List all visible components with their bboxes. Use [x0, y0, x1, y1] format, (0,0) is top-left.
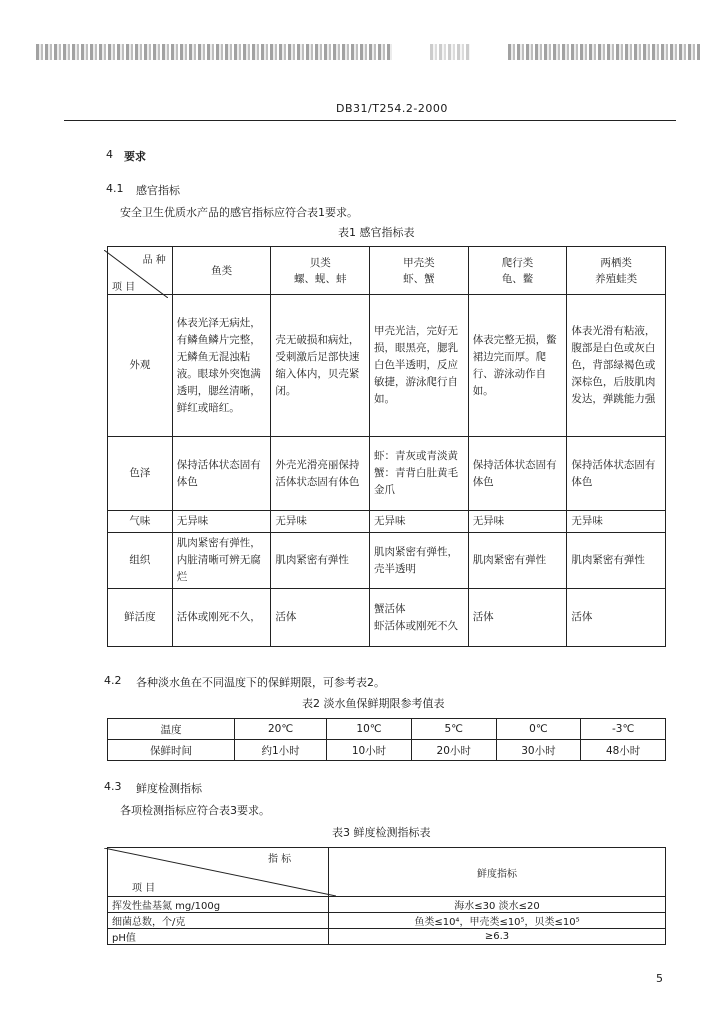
- table-row: [108, 897, 666, 913]
- section-4-number: 4: [106, 148, 113, 161]
- table-cell: 细菌总数，个/克: [108, 913, 329, 929]
- row-label-temperature: 温度: [108, 719, 235, 740]
- table-cell: 48小时: [581, 740, 666, 761]
- section-41-text: 安全卫生优质水产品的感官指标应符合表1要求。: [120, 206, 358, 219]
- table-row: [108, 740, 666, 761]
- table1-caption: 表1 感官指标表: [338, 226, 415, 239]
- scan-noise-right: [508, 44, 700, 60]
- table-cell: -3℃: [581, 719, 666, 740]
- table-cell: 5℃: [411, 719, 496, 740]
- table2-caption: 表2 淡水鱼保鲜期限参考值表: [302, 697, 445, 710]
- section-43-number: 4.3: [104, 780, 122, 793]
- table-cell: 肌肉紧密有弹性: [567, 533, 666, 589]
- row-label-odor: 气味: [108, 511, 173, 533]
- table-cell: 20℃: [235, 719, 327, 740]
- corner-bottom-label: 项 目: [132, 883, 156, 894]
- table-cell: 保持活体状态固有体色: [567, 437, 666, 511]
- row-label-freshness: 鲜活度: [108, 589, 173, 647]
- col-header-crustacean: 甲壳类 虾、蟹: [370, 247, 469, 295]
- table-cell: 无异味: [468, 511, 567, 533]
- table-cell: 体表光滑有粘液，腹部是白色或灰白色，背部绿褐色或深棕色，后肢肌肉发达，弹跳能力强: [567, 295, 666, 437]
- table-cell: 外壳光滑亮丽保持活体状态固有体色: [271, 437, 370, 511]
- table-row: [108, 533, 666, 589]
- doc-number: DB31/T254.2-2000: [336, 102, 448, 115]
- col-header-amphibian: 两栖类 养殖蛙类: [567, 247, 666, 295]
- table-row: [108, 929, 666, 945]
- section-43-title: 鲜度检测指标: [136, 782, 202, 795]
- table-cell: 活体: [567, 589, 666, 647]
- table-row: [108, 295, 666, 437]
- corner-bottom-label: 项 目: [112, 281, 136, 293]
- table-cell: 无异味: [567, 511, 666, 533]
- table-cell: 保持活体状态固有体色: [468, 437, 567, 511]
- table3-caption: 表3 鲜度检测指标表: [332, 826, 431, 839]
- table-cell: 20小时: [411, 740, 496, 761]
- table1-corner: [108, 247, 173, 295]
- table-cell: 活体: [271, 589, 370, 647]
- table-cell: 体表光泽无病灶，有鳞鱼鳞片完整，无鳞鱼无混浊粘液。眼球外突饱满透明，腮丝清晰，鲜红或暗红。: [172, 295, 271, 437]
- table3-corner: [108, 848, 329, 897]
- sensory-table: [107, 246, 666, 647]
- section-41-title: 感官指标: [136, 184, 180, 197]
- table-row: [108, 437, 666, 511]
- table-cell: 壳无破损和病灶，受刺激后足部快速缩入体内，贝壳紧闭。: [271, 295, 370, 437]
- section-4-heading: 要求: [124, 150, 146, 163]
- table-cell: ≥6.3: [329, 929, 666, 945]
- corner-top-label: 品 种: [142, 254, 166, 266]
- col-header-fish: 鱼类: [172, 247, 271, 295]
- row-label-texture: 组织: [108, 533, 173, 589]
- table-cell: 活体或刚死不久，: [172, 589, 271, 647]
- table-cell: 无异味: [172, 511, 271, 533]
- table-row: [108, 511, 666, 533]
- table-cell: 30小时: [496, 740, 581, 761]
- table-cell: 挥发性盐基氮 mg/100g: [108, 897, 329, 913]
- table-cell: 约1小时: [235, 740, 327, 761]
- table-cell: 虾：青灰或青淡黄蟹：青背白肚黄毛金爪: [370, 437, 469, 511]
- table-cell: 肌肉紧密有弹性: [271, 533, 370, 589]
- table-cell: 蟹活体 虾活体或刚死不久: [370, 589, 469, 647]
- section-42-text: 各种淡水鱼在不同温度下的保鲜期限，可参考表2。: [136, 676, 385, 689]
- col-header-freshness: 鲜度指标: [329, 848, 666, 897]
- table-cell: 体表完整无损，鳖裙边完而厚。爬行、游泳动作自如。: [468, 295, 567, 437]
- table-cell: 无异味: [271, 511, 370, 533]
- section-42-number: 4.2: [104, 674, 122, 687]
- table-cell: pH值: [108, 929, 329, 945]
- header-rule: [64, 120, 676, 121]
- table-cell: 肌肉紧密有弹性，内脏清晰可辨无腐烂: [172, 533, 271, 589]
- table-cell: 0℃: [496, 719, 581, 740]
- scan-noise-mid: [430, 44, 470, 60]
- table-row: [108, 589, 666, 647]
- col-header-shellfish: 贝类 螺、蚬、蚌: [271, 247, 370, 295]
- table-cell: 鱼类≤10⁴，甲壳类≤10⁵，贝类≤10⁵: [329, 913, 666, 929]
- col-header-reptile: 爬行类 龟、鳖: [468, 247, 567, 295]
- freshness-table: [107, 847, 666, 945]
- table-cell: 甲壳光洁，完好无损，眼黑亮，腮乳白色半透明，反应敏捷，游泳爬行自如。: [370, 295, 469, 437]
- section-43-text: 各项检测指标应符合表3要求。: [120, 804, 270, 817]
- table-cell: 海水≤30 淡水≤20: [329, 897, 666, 913]
- table-cell: 无异味: [370, 511, 469, 533]
- table-cell: 肌肉紧密有弹性: [468, 533, 567, 589]
- page-number: 5: [656, 972, 663, 985]
- table-cell: 10℃: [327, 719, 412, 740]
- table-cell: 肌肉紧密有弹性，壳半透明: [370, 533, 469, 589]
- row-label-appearance: 外观: [108, 295, 173, 437]
- row-label-shelf-time: 保鲜时间: [108, 740, 235, 761]
- row-label-color: 色泽: [108, 437, 173, 511]
- scan-noise-left: [36, 44, 392, 60]
- table-cell: 10小时: [327, 740, 412, 761]
- table-cell: 保持活体状态固有体色: [172, 437, 271, 511]
- table-cell: 活体: [468, 589, 567, 647]
- table-row: [108, 719, 666, 740]
- table-row: [108, 913, 666, 929]
- shelf-life-table: [107, 718, 666, 761]
- corner-top-label: 指 标: [268, 854, 292, 865]
- section-41-number: 4.1: [106, 182, 124, 195]
